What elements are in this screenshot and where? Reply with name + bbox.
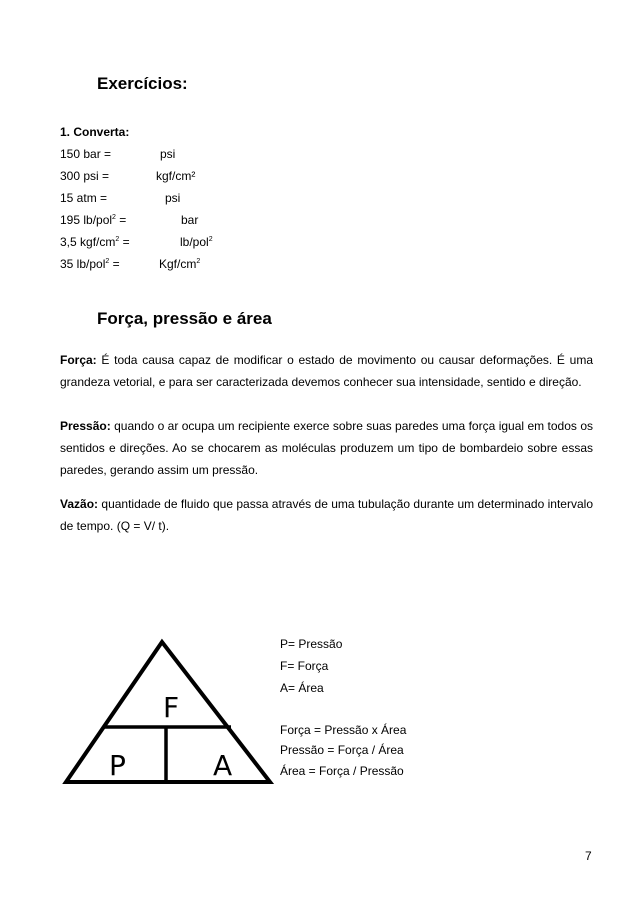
term-forca: Força:	[60, 353, 97, 367]
triangle-letter-f: F	[163, 691, 180, 724]
exercise-left: 15 atm =	[60, 191, 108, 205]
text-forca: É toda causa capaz de modificar o estado de movimento ou causar deformações. É uma grandeza vetorial, e para ser caracterizada devemos conhecer sua intensidade, sentido e direção.	[60, 353, 593, 389]
section-title: Força, pressão e área	[97, 309, 272, 328]
exercise-row-1	[60, 147, 176, 161]
exercise-row-6	[60, 257, 201, 271]
exercise-right: psi	[165, 191, 181, 205]
exercise-left: 150 bar =	[60, 147, 112, 161]
paragraph-vazao	[60, 493, 593, 537]
exercises-title: Exercícios:	[97, 74, 188, 93]
paragraph-pressao	[60, 415, 593, 481]
exercise-left: 300 psi =	[60, 169, 110, 183]
legend-formula-force: Força = Pressão x Área	[280, 723, 407, 737]
exercise-left: 195 lb/pol$^2$ =	[60, 213, 127, 227]
exercise-right: lb/pol$^2$	[180, 235, 213, 249]
legend-definition-f: F= Força	[280, 659, 329, 673]
exercise-row-3	[60, 191, 181, 205]
term-pressao: Pressão:	[60, 419, 111, 433]
exercise-row-4	[60, 213, 199, 227]
legend-definition-a: A= Área	[280, 681, 324, 695]
exercise-right: kgf/cm²	[156, 169, 196, 183]
exercise-right: psi	[160, 147, 176, 161]
legend-formula-area: Área = Força / Pressão	[280, 764, 404, 778]
exercise-right: bar	[181, 213, 199, 227]
exercise-row-5	[60, 235, 213, 249]
exercise-left: 3,5 kgf/$cm^2$ =	[60, 235, 130, 249]
term-vazao: Vazão:	[60, 497, 99, 511]
exercise-right: Kgf/$cm^2$	[159, 257, 201, 271]
legend-formula-pressure: Pressão = Força / Área	[280, 743, 404, 757]
exercise-left: 35 lb/pol$^2$ =	[60, 257, 120, 271]
exercise-row-2	[60, 169, 196, 183]
exercises-subtitle: 1. Converta:	[60, 125, 130, 139]
legend-definition-p: P= Pressão	[280, 637, 343, 651]
triangle-letter-a: A	[213, 749, 233, 782]
text-vazao: quantidade de fluido que passa através de uma tubulação durante um determinado intervalo de tempo. (Q = V/ t).	[60, 497, 593, 533]
force-pressure-area-triangle	[60, 638, 280, 788]
text-pressao: quando o ar ocupa um recipiente exerce sobre suas paredes uma força igual em todos os sentidos e direções. Ao se chocarem as moléculas produzem um tipo de bombardeio sobre essas paredes, gerando assim um pressão.	[60, 419, 593, 477]
triangle-letter-p: P	[109, 749, 126, 782]
page-number: 7	[585, 849, 592, 863]
paragraph-forca	[60, 349, 593, 393]
